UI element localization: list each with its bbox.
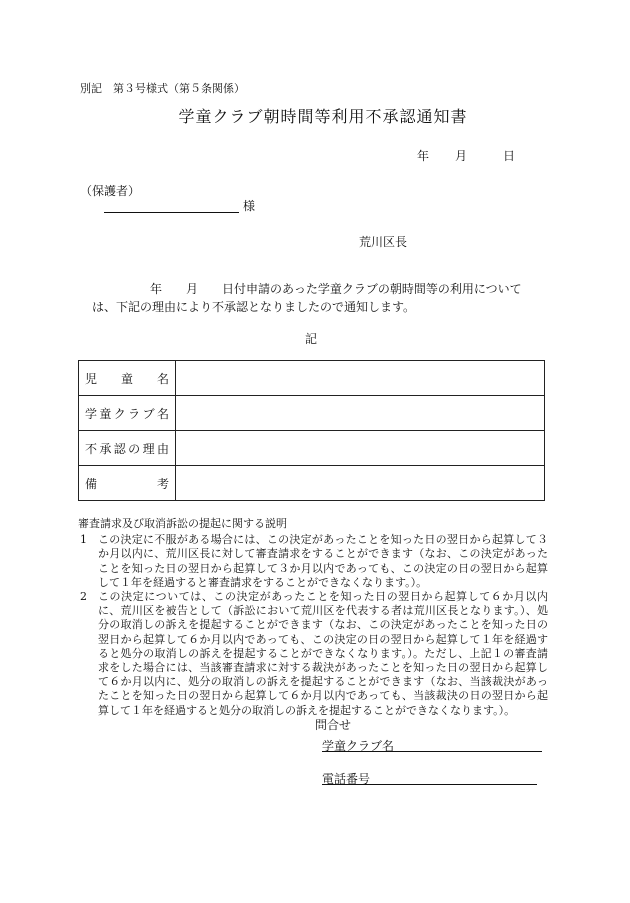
- date-line: [417, 147, 515, 164]
- label-char: 承: [99, 441, 112, 456]
- notice-body: [92, 280, 554, 316]
- row-label-remarks: [79, 466, 176, 501]
- label-char: 考: [156, 476, 169, 491]
- date-month: 月: [455, 149, 468, 163]
- note-number: 1: [80, 533, 87, 547]
- label-char: 児: [85, 371, 98, 386]
- label-char: ラ: [128, 406, 141, 421]
- label-char: 名: [156, 406, 169, 421]
- label-char: 童: [99, 406, 112, 421]
- honorific: 様: [243, 199, 256, 213]
- issuer: 荒川区長: [359, 235, 408, 249]
- note-item: [78, 533, 548, 590]
- table-row: [79, 466, 545, 501]
- contact-club-label: 学童クラブ名: [322, 739, 395, 753]
- row-label-club-name: [79, 396, 176, 431]
- notice-body-line-1: 年 月 日付申請のあった学童クラブの朝時間等の利用について: [150, 282, 522, 296]
- label-char: 不: [85, 441, 98, 456]
- form-reference: 別記 第３号様式（第５条関係）: [80, 82, 245, 95]
- table-row: [79, 396, 545, 431]
- contact-phone-line: [322, 784, 537, 785]
- label-text: [85, 475, 169, 492]
- label-char: 理: [142, 441, 155, 456]
- contact-heading: 問合せ: [315, 718, 352, 732]
- note-text: この決定に不服がある場合には、この決定があったことを知った日の翌日から起算して３か月以内に、荒川区長に対して審査請求をすることができます（なお、この決定があったことを知った日の翌日から起算して３か月以内であっても、この決定の日の翌日から起算して１年を経過すると審査請求をすることができなくなります。）。: [98, 533, 548, 589]
- label-text: [85, 405, 169, 422]
- value-reason: [176, 431, 545, 466]
- contact-phone-label: 電話番号: [322, 772, 371, 786]
- date-day: 日: [503, 149, 516, 163]
- info-table: [78, 360, 545, 501]
- label-text: [85, 370, 169, 387]
- label-char: 備: [85, 476, 98, 491]
- guardian-name-line: [104, 212, 239, 213]
- label-text: [85, 440, 169, 457]
- row-label-reason: [79, 431, 176, 466]
- label-char: 名: [156, 371, 169, 386]
- date-year: 年: [417, 149, 430, 163]
- value-remarks: [176, 466, 545, 501]
- notes-heading: 審査請求及び取消訴訟の提起に関する説明: [78, 517, 287, 530]
- value-club-name: [176, 396, 545, 431]
- guardian-label: （保護者）: [80, 184, 141, 198]
- label-char: 認: [113, 441, 126, 456]
- table-row: [79, 431, 545, 466]
- notice-body-line-2: は、下記の理由により不承認となりましたので通知します。: [92, 300, 416, 314]
- contact-club-line: [322, 751, 542, 752]
- value-child-name: [176, 361, 545, 396]
- label-char: ブ: [142, 406, 155, 421]
- table-row: [79, 361, 545, 396]
- note-text: この決定については、この決定があったことを知った日の翌日から起算して６か月以内に、荒川区を被告として（訴訟において荒川区を代表する者は荒川区長となります。）、処分の取消しの訴えを提起することができます（なお、この決定があったことを知った日の翌日から起算して６か月以内であっても、この決定の日の翌日から起算して１年を経過すると処分の取消しの訴えを提起することができなくなります。）。ただし、上記１の審査請求をした場合には、当該審査請求に対する裁決があったことを知った日の翌日から起算して６か月以内に、処分の取消しの訴えを提起することができます（なお、当該裁決があったことを知った日の翌日から起算して６か月以内であっても、当該裁決の日の翌日から起算して１年を経過すると処分の取消しの訴えを提起することができなくなります。）。: [98, 590, 548, 717]
- ki-heading: 記: [305, 332, 318, 346]
- label-char: ク: [113, 406, 126, 421]
- label-char: 学: [85, 406, 98, 421]
- note-item: [78, 590, 548, 718]
- note-number: 2: [80, 590, 87, 604]
- label-char: 童: [120, 371, 133, 386]
- label-char: の: [128, 441, 141, 456]
- document-title: 学童クラブ朝時間等利用不承認通知書: [178, 107, 468, 126]
- row-label-child-name: [79, 361, 176, 396]
- appeal-notes: [78, 517, 548, 718]
- label-char: 由: [156, 441, 169, 456]
